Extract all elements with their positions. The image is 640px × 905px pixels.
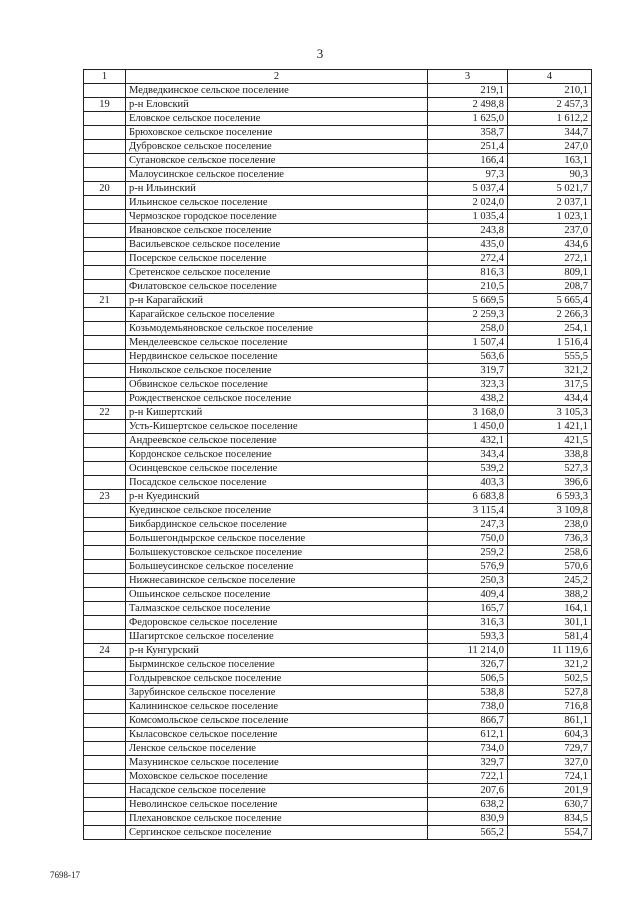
row-number-cell: 23 — [84, 490, 126, 504]
row-number-cell — [84, 336, 126, 350]
row-value-col4-cell: 301,1 — [508, 616, 592, 630]
row-value-col4-cell: 344,7 — [508, 126, 592, 140]
row-name-cell: Федоровское сельское поселение — [126, 616, 428, 630]
row-number-cell — [84, 812, 126, 826]
row-value-col4-cell: 254,1 — [508, 322, 592, 336]
table-row — [84, 742, 592, 756]
row-name-cell: Кордонское сельское поселение — [126, 448, 428, 462]
table-row — [84, 154, 592, 168]
table-row — [84, 826, 592, 840]
table-row — [84, 294, 592, 308]
table-row — [84, 434, 592, 448]
row-number-cell — [84, 364, 126, 378]
table-row — [84, 252, 592, 266]
row-value-col4-cell: 90,3 — [508, 168, 592, 182]
row-value-col4-cell: 434,6 — [508, 238, 592, 252]
row-name-cell: Шагиртское сельское поселение — [126, 630, 428, 644]
row-number-cell: 21 — [84, 294, 126, 308]
table-row — [84, 210, 592, 224]
row-value-col4-cell: 238,0 — [508, 518, 592, 532]
row-number-cell — [84, 826, 126, 840]
row-value-col3-cell: 166,4 — [428, 154, 508, 168]
row-value-col3-cell: 343,4 — [428, 448, 508, 462]
row-number-cell — [84, 238, 126, 252]
row-number-cell — [84, 420, 126, 434]
table-row — [84, 700, 592, 714]
row-number-cell — [84, 210, 126, 224]
row-name-cell: Мазунинское сельское поселение — [126, 756, 428, 770]
table-row — [84, 784, 592, 798]
row-number-cell — [84, 252, 126, 266]
row-name-cell: Чермозское городское поселение — [126, 210, 428, 224]
row-value-col4-cell: 861,1 — [508, 714, 592, 728]
table-row — [84, 392, 592, 406]
row-value-col3-cell: 1 450,0 — [428, 420, 508, 434]
settlements-table — [83, 69, 592, 840]
table-row — [84, 532, 592, 546]
table-row — [84, 448, 592, 462]
table-row — [84, 308, 592, 322]
row-name-cell: Голдыревское сельское поселение — [126, 672, 428, 686]
table-row — [84, 196, 592, 210]
row-number-cell — [84, 798, 126, 812]
row-value-col4-cell: 834,5 — [508, 812, 592, 826]
row-name-cell: Плехановское сельское поселение — [126, 812, 428, 826]
row-value-col4-cell: 554,7 — [508, 826, 592, 840]
table-row — [84, 238, 592, 252]
row-number-cell — [84, 196, 126, 210]
row-value-col3-cell: 250,3 — [428, 574, 508, 588]
row-value-col3-cell: 326,7 — [428, 658, 508, 672]
row-value-col4-cell: 729,7 — [508, 742, 592, 756]
row-value-col3-cell: 3 115,4 — [428, 504, 508, 518]
table-row — [84, 182, 592, 196]
row-value-col3-cell: 259,2 — [428, 546, 508, 560]
row-value-col4-cell: 1 421,1 — [508, 420, 592, 434]
row-number-cell — [84, 476, 126, 490]
row-value-col3-cell: 6 683,8 — [428, 490, 508, 504]
header-cell-3: 3 — [428, 70, 508, 84]
row-number-cell — [84, 154, 126, 168]
row-value-col4-cell: 5 665,4 — [508, 294, 592, 308]
row-name-cell: Брюховское сельское поселение — [126, 126, 428, 140]
row-value-col3-cell: 272,4 — [428, 252, 508, 266]
row-value-col3-cell: 563,6 — [428, 350, 508, 364]
row-value-col4-cell: 327,0 — [508, 756, 592, 770]
table-row — [84, 504, 592, 518]
table-row — [84, 546, 592, 560]
row-value-col4-cell: 502,5 — [508, 672, 592, 686]
row-number-cell — [84, 546, 126, 560]
row-value-col4-cell: 809,1 — [508, 266, 592, 280]
row-name-cell: Зарубинское сельское поселение — [126, 686, 428, 700]
table-row — [84, 112, 592, 126]
row-value-col4-cell: 245,2 — [508, 574, 592, 588]
row-name-cell: Ленское сельское поселение — [126, 742, 428, 756]
row-name-cell: Медведкинское сельское поселение — [126, 84, 428, 98]
row-number-cell — [84, 728, 126, 742]
row-name-cell: р-н Ильинский — [126, 182, 428, 196]
row-name-cell: Бырминское сельское поселение — [126, 658, 428, 672]
row-number-cell — [84, 616, 126, 630]
row-value-col3-cell: 319,7 — [428, 364, 508, 378]
table-row — [84, 686, 592, 700]
row-number-cell — [84, 770, 126, 784]
row-value-col3-cell: 358,7 — [428, 126, 508, 140]
header-cell-2: 2 — [126, 70, 428, 84]
row-name-cell: Посерское сельское поселение — [126, 252, 428, 266]
row-value-col4-cell: 272,1 — [508, 252, 592, 266]
table-row — [84, 140, 592, 154]
row-number-cell — [84, 378, 126, 392]
table-row — [84, 574, 592, 588]
row-value-col3-cell: 1 625,0 — [428, 112, 508, 126]
row-value-col3-cell: 816,3 — [428, 266, 508, 280]
row-value-col3-cell: 258,0 — [428, 322, 508, 336]
row-value-col3-cell: 3 168,0 — [428, 406, 508, 420]
row-value-col4-cell: 1 023,1 — [508, 210, 592, 224]
row-number-cell — [84, 756, 126, 770]
row-value-col4-cell: 555,5 — [508, 350, 592, 364]
row-value-col4-cell: 2 037,1 — [508, 196, 592, 210]
row-name-cell: Сретенское сельское поселение — [126, 266, 428, 280]
table-row — [84, 336, 592, 350]
row-value-col4-cell: 716,8 — [508, 700, 592, 714]
table-row — [84, 406, 592, 420]
row-value-col3-cell: 432,1 — [428, 434, 508, 448]
table-row — [84, 476, 592, 490]
table-row — [84, 364, 592, 378]
row-name-cell: Большегондырское сельское поселение — [126, 532, 428, 546]
row-value-col3-cell: 565,2 — [428, 826, 508, 840]
table-row — [84, 84, 592, 98]
row-value-col3-cell: 165,7 — [428, 602, 508, 616]
row-value-col4-cell: 258,6 — [508, 546, 592, 560]
row-name-cell: р-н Карагайский — [126, 294, 428, 308]
page-number: 3 — [316, 46, 324, 61]
table-row — [84, 644, 592, 658]
row-number-cell — [84, 658, 126, 672]
row-value-col4-cell: 421,5 — [508, 434, 592, 448]
table-row — [84, 322, 592, 336]
header-cell-4: 4 — [508, 70, 592, 84]
row-name-cell: Посадское сельское поселение — [126, 476, 428, 490]
row-name-cell: Ивановское сельское поселение — [126, 224, 428, 238]
row-number-cell — [84, 504, 126, 518]
row-value-col4-cell: 388,2 — [508, 588, 592, 602]
row-number-cell — [84, 350, 126, 364]
row-name-cell: Бикбардинское сельское поселение — [126, 518, 428, 532]
table-row — [84, 98, 592, 112]
row-value-col3-cell: 5 669,5 — [428, 294, 508, 308]
row-number-cell — [84, 686, 126, 700]
table-row — [84, 462, 592, 476]
row-value-col3-cell: 251,4 — [428, 140, 508, 154]
table-row — [84, 714, 592, 728]
row-value-col3-cell: 738,0 — [428, 700, 508, 714]
row-value-col3-cell: 409,4 — [428, 588, 508, 602]
row-number-cell — [84, 322, 126, 336]
row-name-cell: Никольское сельское поселение — [126, 364, 428, 378]
row-name-cell: Калининское сельское поселение — [126, 700, 428, 714]
row-number-cell — [84, 672, 126, 686]
row-number-cell — [84, 784, 126, 798]
row-value-col4-cell: 527,8 — [508, 686, 592, 700]
row-number-cell — [84, 532, 126, 546]
row-value-col4-cell: 604,3 — [508, 728, 592, 742]
row-number-cell — [84, 602, 126, 616]
row-name-cell: р-н Еловский — [126, 98, 428, 112]
row-value-col3-cell: 219,1 — [428, 84, 508, 98]
row-name-cell: р-н Кунгурский — [126, 644, 428, 658]
row-value-col4-cell: 11 119,6 — [508, 644, 592, 658]
table-row — [84, 518, 592, 532]
row-value-col3-cell: 593,3 — [428, 630, 508, 644]
row-name-cell: р-н Куединский — [126, 490, 428, 504]
row-value-col4-cell: 570,6 — [508, 560, 592, 574]
row-value-col3-cell: 750,0 — [428, 532, 508, 546]
table-row — [84, 420, 592, 434]
row-value-col3-cell: 247,3 — [428, 518, 508, 532]
table-row — [84, 350, 592, 364]
row-name-cell: Ошьинское сельское поселение — [126, 588, 428, 602]
row-number-cell — [84, 434, 126, 448]
table-row — [84, 126, 592, 140]
row-number-cell — [84, 140, 126, 154]
row-value-col3-cell: 734,0 — [428, 742, 508, 756]
row-name-cell: р-н Кишертский — [126, 406, 428, 420]
row-number-cell — [84, 742, 126, 756]
row-name-cell: Обвинское сельское поселение — [126, 378, 428, 392]
row-number-cell — [84, 462, 126, 476]
row-value-col3-cell: 1 507,4 — [428, 336, 508, 350]
table-row — [84, 588, 592, 602]
table-row — [84, 812, 592, 826]
table-row — [84, 630, 592, 644]
row-value-col3-cell: 11 214,0 — [428, 644, 508, 658]
row-value-col3-cell: 316,3 — [428, 616, 508, 630]
row-value-col4-cell: 434,4 — [508, 392, 592, 406]
row-number-cell — [84, 266, 126, 280]
row-number-cell — [84, 700, 126, 714]
row-name-cell: Менделеевское сельское поселение — [126, 336, 428, 350]
row-value-col3-cell: 612,1 — [428, 728, 508, 742]
row-number-cell — [84, 126, 126, 140]
row-value-col3-cell: 207,6 — [428, 784, 508, 798]
row-name-cell: Усть-Кишертское сельское поселение — [126, 420, 428, 434]
row-value-col3-cell: 538,8 — [428, 686, 508, 700]
row-name-cell: Большеусинское сельское поселение — [126, 560, 428, 574]
row-name-cell: Карагайское сельское поселение — [126, 308, 428, 322]
row-number-cell — [84, 168, 126, 182]
row-number-cell — [84, 560, 126, 574]
table-row — [84, 560, 592, 574]
row-number-cell: 22 — [84, 406, 126, 420]
row-value-col3-cell: 866,7 — [428, 714, 508, 728]
row-number-cell — [84, 308, 126, 322]
table-row — [84, 798, 592, 812]
row-value-col4-cell: 5 021,7 — [508, 182, 592, 196]
row-value-col4-cell: 3 105,3 — [508, 406, 592, 420]
row-number-cell — [84, 448, 126, 462]
row-value-col4-cell: 321,2 — [508, 658, 592, 672]
row-name-cell: Сергинское сельское поселение — [126, 826, 428, 840]
row-number-cell — [84, 518, 126, 532]
row-name-cell: Малоусинское сельское поселение — [126, 168, 428, 182]
row-name-cell: Филатовское сельское поселение — [126, 280, 428, 294]
row-name-cell: Еловское сельское поселение — [126, 112, 428, 126]
table-row — [84, 602, 592, 616]
row-value-col4-cell: 724,1 — [508, 770, 592, 784]
row-value-col3-cell: 722,1 — [428, 770, 508, 784]
row-value-col3-cell: 438,2 — [428, 392, 508, 406]
row-value-col3-cell: 506,5 — [428, 672, 508, 686]
row-name-cell: Талмазское сельское поселение — [126, 602, 428, 616]
row-name-cell: Нердвинское сельское поселение — [126, 350, 428, 364]
table-body — [84, 70, 592, 840]
row-name-cell: Неволинское сельское поселение — [126, 798, 428, 812]
row-value-col4-cell: 317,5 — [508, 378, 592, 392]
row-value-col3-cell: 830,9 — [428, 812, 508, 826]
row-value-col3-cell: 1 035,4 — [428, 210, 508, 224]
row-number-cell — [84, 630, 126, 644]
row-number-cell: 20 — [84, 182, 126, 196]
row-value-col4-cell: 6 593,3 — [508, 490, 592, 504]
row-value-col3-cell: 576,9 — [428, 560, 508, 574]
document-code: 7698-17 — [50, 870, 80, 880]
row-value-col4-cell: 208,7 — [508, 280, 592, 294]
table-row — [84, 378, 592, 392]
header-cell-1: 1 — [84, 70, 126, 84]
row-value-col3-cell: 435,0 — [428, 238, 508, 252]
table-row — [84, 266, 592, 280]
row-value-col4-cell: 247,0 — [508, 140, 592, 154]
row-name-cell: Нижнесавинское сельское поселение — [126, 574, 428, 588]
table-header-row — [84, 70, 592, 84]
row-value-col3-cell: 243,8 — [428, 224, 508, 238]
table-row — [84, 280, 592, 294]
row-name-cell: Большекустовское сельское поселение — [126, 546, 428, 560]
row-value-col4-cell: 163,1 — [508, 154, 592, 168]
table-row — [84, 756, 592, 770]
row-value-col3-cell: 329,7 — [428, 756, 508, 770]
row-value-col4-cell: 321,2 — [508, 364, 592, 378]
row-number-cell — [84, 392, 126, 406]
row-value-col4-cell: 237,0 — [508, 224, 592, 238]
row-name-cell: Кыласовское сельское поселение — [126, 728, 428, 742]
row-number-cell — [84, 574, 126, 588]
row-name-cell: Козьмодемьяновское сельское поселение — [126, 322, 428, 336]
table-row — [84, 672, 592, 686]
row-number-cell — [84, 112, 126, 126]
row-value-col4-cell: 2 457,3 — [508, 98, 592, 112]
row-value-col4-cell: 630,7 — [508, 798, 592, 812]
row-name-cell: Андреевское сельское поселение — [126, 434, 428, 448]
row-number-cell — [84, 280, 126, 294]
row-value-col4-cell: 581,4 — [508, 630, 592, 644]
table-row — [84, 490, 592, 504]
row-number-cell — [84, 714, 126, 728]
row-value-col3-cell: 403,3 — [428, 476, 508, 490]
row-number-cell — [84, 224, 126, 238]
row-value-col3-cell: 2 259,3 — [428, 308, 508, 322]
row-name-cell: Дубровское сельское поселение — [126, 140, 428, 154]
table-row — [84, 728, 592, 742]
table-row — [84, 770, 592, 784]
row-name-cell: Комсомольское сельское поселение — [126, 714, 428, 728]
row-value-col3-cell: 2 498,8 — [428, 98, 508, 112]
row-name-cell: Ильинское сельское поселение — [126, 196, 428, 210]
row-name-cell: Куединское сельское поселение — [126, 504, 428, 518]
table-row — [84, 224, 592, 238]
row-name-cell: Васильевское сельское поселение — [126, 238, 428, 252]
row-value-col3-cell: 638,2 — [428, 798, 508, 812]
row-value-col3-cell: 2 024,0 — [428, 196, 508, 210]
row-value-col4-cell: 164,1 — [508, 602, 592, 616]
row-name-cell: Осинцевское сельское поселение — [126, 462, 428, 476]
row-name-cell: Сугановское сельское поселение — [126, 154, 428, 168]
row-value-col4-cell: 736,3 — [508, 532, 592, 546]
row-value-col3-cell: 210,5 — [428, 280, 508, 294]
row-name-cell: Насадское сельское поселение — [126, 784, 428, 798]
row-value-col4-cell: 3 109,8 — [508, 504, 592, 518]
row-value-col3-cell: 5 037,4 — [428, 182, 508, 196]
row-value-col3-cell: 97,3 — [428, 168, 508, 182]
row-value-col4-cell: 210,1 — [508, 84, 592, 98]
row-name-cell: Рождественское сельское поселение — [126, 392, 428, 406]
row-number-cell — [84, 84, 126, 98]
row-value-col4-cell: 2 266,3 — [508, 308, 592, 322]
table-row — [84, 168, 592, 182]
row-number-cell: 19 — [84, 98, 126, 112]
row-number-cell — [84, 588, 126, 602]
table-row — [84, 616, 592, 630]
row-name-cell: Моховское сельское поселение — [126, 770, 428, 784]
row-value-col4-cell: 527,3 — [508, 462, 592, 476]
row-value-col4-cell: 396,6 — [508, 476, 592, 490]
row-value-col4-cell: 201,9 — [508, 784, 592, 798]
row-value-col4-cell: 1 516,4 — [508, 336, 592, 350]
row-value-col4-cell: 1 612,2 — [508, 112, 592, 126]
row-value-col3-cell: 323,3 — [428, 378, 508, 392]
table-row — [84, 658, 592, 672]
row-value-col4-cell: 338,8 — [508, 448, 592, 462]
row-value-col3-cell: 539,2 — [428, 462, 508, 476]
row-number-cell: 24 — [84, 644, 126, 658]
